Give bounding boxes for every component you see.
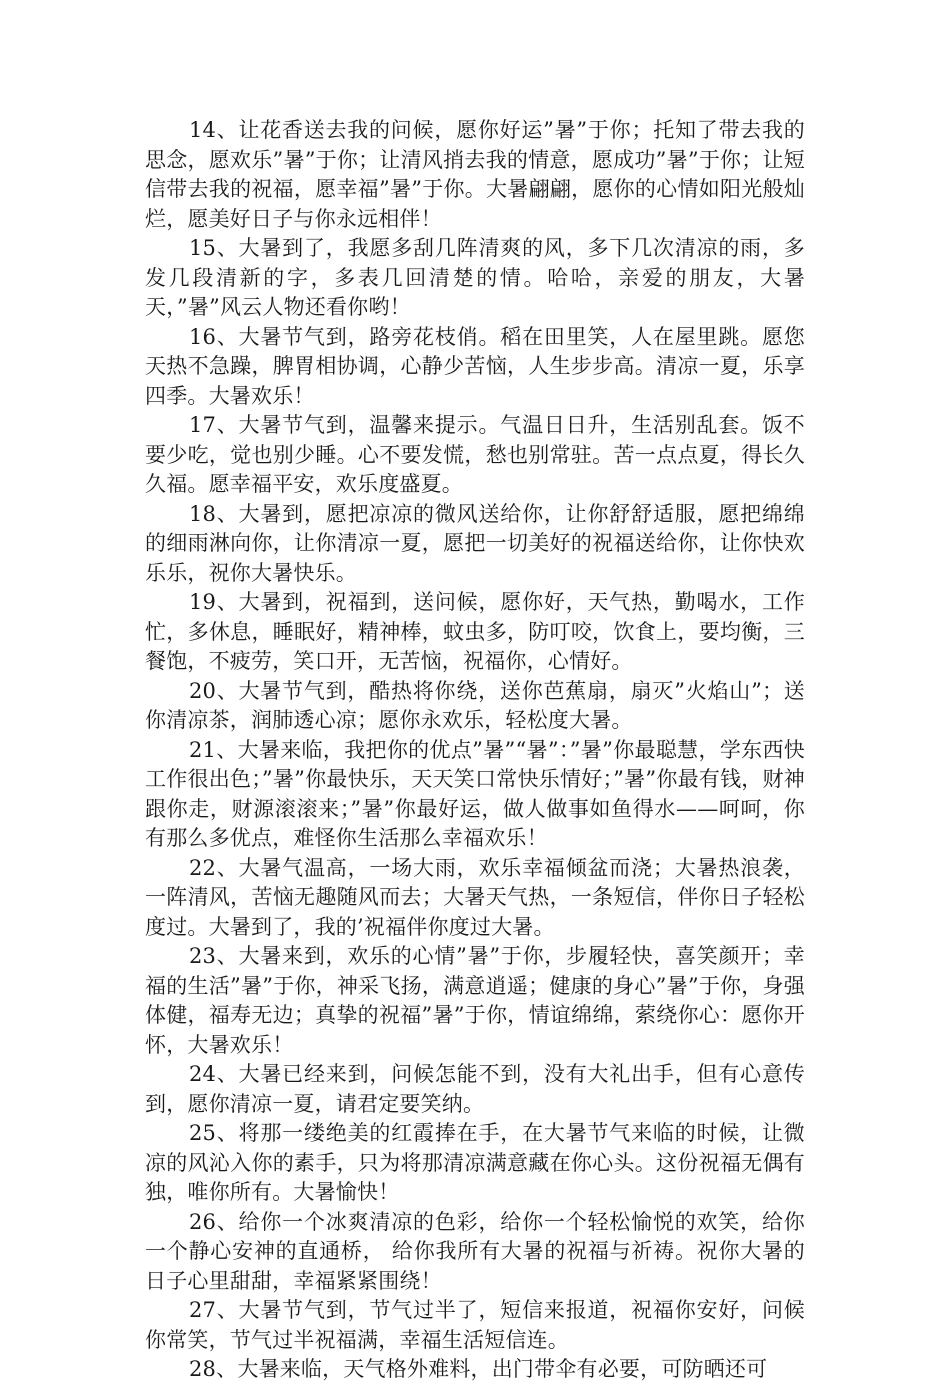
paragraph-19: 19、大暑到，祝福到，送问候，愿你好，天气热，勤喝水，工作忙，多休息，睡眠好，精神棒，蚊虫多，防叮咬，饮食上，要均衡，三餐饱，不疲劳，笑口开，无苦恼，祝福你，心情好。	[145, 590, 805, 673]
paragraph-28: 28、大暑来临，天气格外难料，出门带伞有必要，可防晒还可	[189, 1357, 768, 1381]
paragraph-23: 23、大暑来到，欢乐的心情”暑”于你，步履轻快，喜笑颜开；幸福的生活”暑”于你，神采飞扬，满意逍遥；健康的身心”暑”于你，身强体健，福寿无边；真挚的祝福”暑”于你，情谊绵绵，萦绕你心：愿你开怀，大暑欢乐！	[145, 944, 805, 1057]
document-body	[145, 116, 805, 1385]
paragraph-25: 25、将那一缕绝美的红霞捧在手，在大暑节气来临的时候，让微凉的风沁入你的素手，只为将那清凉满意藏在你心头。这份祝福无偶有独，唯你所有。大暑愉快！	[145, 1121, 805, 1204]
paragraph-27: 27、大暑节气到，节气过半了，短信来报道，祝福你安好，问候你常笑，节气过半祝福满，幸福生活短信连。	[145, 1298, 805, 1352]
paragraph-18: 18、大暑到，愿把凉凉的微风送给你，让你舒舒适服，愿把绵绵的细雨淋向你，让你清凉一夏，愿把一切美好的祝福送给你，让你快欢乐乐，祝你大暑快乐。	[145, 501, 805, 585]
paragraph-20: 20、大暑节气到，酷热将你绕，送你芭蕉扇，扇灭”火焰山”；送你清凉茶，润肺透心凉；愿你永欢乐，轻松度大暑。	[145, 678, 805, 732]
paragraph-22: 22、大暑气温高，一场大雨，欢乐幸福倾盆而浇；大暑热浪袭，一阵清风，苦恼无趣随风而去；大暑天气热，一条短信，伴你日子轻松度过。大暑到了，我的’祝福伴你度过大暑。	[145, 855, 805, 939]
paragraph-17: 17、大暑节气到，温馨来提示。气温日日升，生活别乱套。饭不要少吃，觉也别少睡。心不要发慌，愁也别常驻。苦一点点夏，得长久久福。愿幸福平安，欢乐度盛夏。	[145, 413, 805, 496]
paragraph-16: 16、大暑节气到，路旁花枝俏。稻在田里笑，人在屋里跳。愿您天热不急躁，脾胃相协调，心静少苦恼，人生步步高。清凉一夏，乐享四季。大暑欢乐！	[145, 324, 805, 408]
paragraph-15: 15、大暑到了，我愿多刮几阵清爽的风，多下几次清凉的雨，多发几段清新的字，多表几回清楚的情。哈哈，亲爱的朋友，大暑天，”暑”风云人物还看你哟！	[145, 236, 805, 319]
paragraph-14: 14、让花香送去我的问候，愿你好运”暑”于你；托知了带去我的思念，愿欢乐”暑”于你；让清风捎去我的情意，愿成功”暑”于你；让短信带去我的祝福，愿幸福”暑”于你。大暑翩翩，愿你的心情如阳光般灿烂，愿美好日子与你永远相伴！	[145, 118, 805, 231]
paragraph-26: 26、给你一个冰爽清凉的色彩，给你一个轻松愉悦的欢笑，给你一个静心安神的直通桥， 给你我所有大暑的祝福与祈祷。祝你大暑的日子心里甜甜，幸福紧紧围绕！	[145, 1209, 805, 1293]
paragraph-21: 21、大暑来临，我把你的优点”暑”“暑”：”暑”你最聪慧，学东西快工作很出色；”暑”你最快乐，天天笑口常快乐情好；”暑”你最有钱，财神跟你走，财源滚滚来；”暑”你最好运，做人做事如鱼得水——呵呵，你有那么多优点，难怪你生活那么幸福欢乐！	[145, 737, 805, 850]
paragraph-24: 24、大暑已经来到，问候怎能不到，没有大礼出手，但有心意传到，愿你清凉一夏，请君定要笑纳。	[145, 1062, 805, 1116]
